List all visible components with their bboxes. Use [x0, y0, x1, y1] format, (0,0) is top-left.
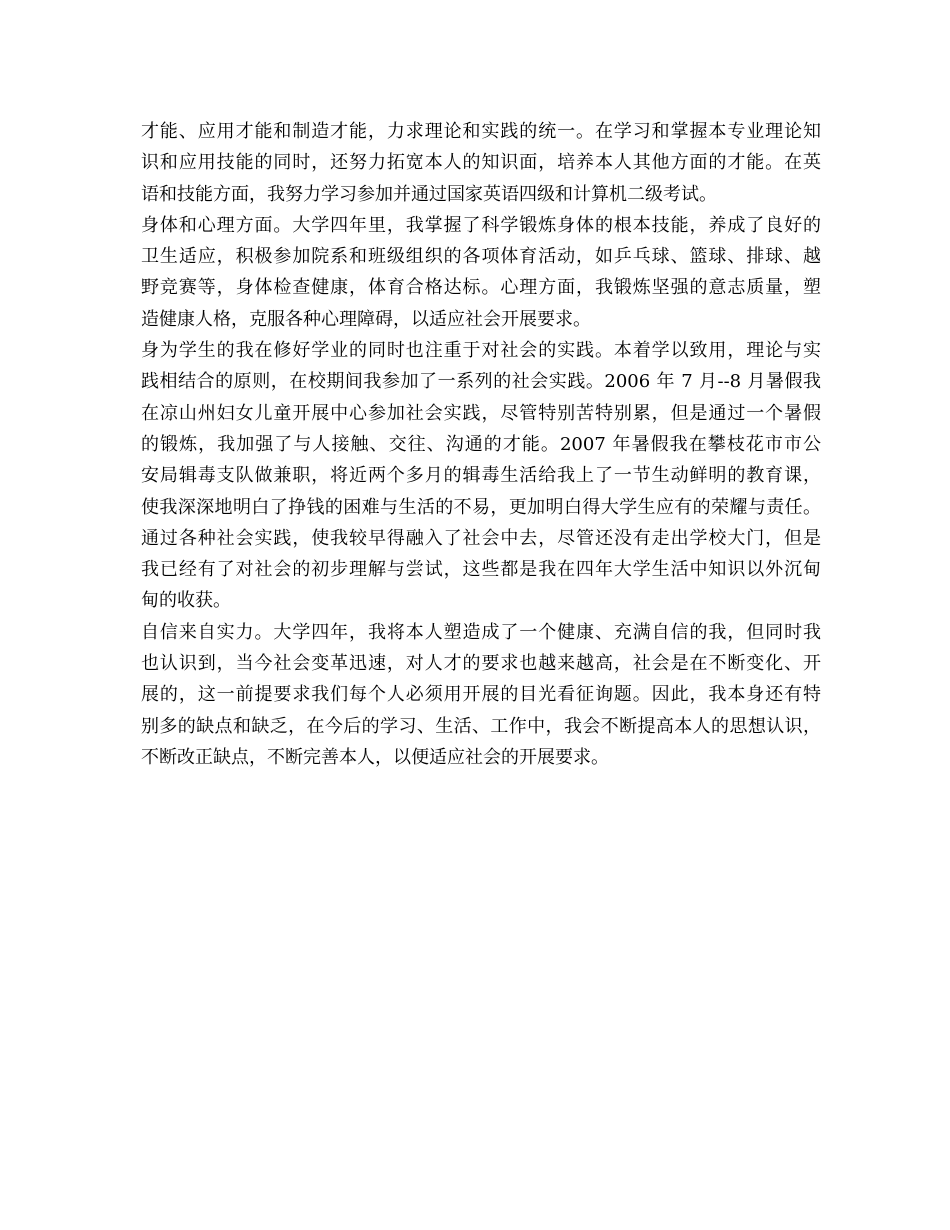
text-line: 的锻炼，我加强了与人接触、交往、沟通的才能。2007 年暑假我在攀枝花市市公 — [141, 433, 821, 455]
text-line: 才能、应用才能和制造才能，力求理论和实践的统一。在学习和掌握本专业理论知 — [141, 121, 821, 142]
text-line: 使我深深地明白了挣钱的困难与生活的不易，更加明白得大学生应有的荣耀与责任。 — [141, 496, 821, 518]
text-line: 语和技能方面，我努力学习参加并通过国家英语四级和计算机二级考试。 — [141, 183, 717, 205]
text-line: 也认识到，当今社会变革迅速，对人才的要求也越来越高，社会是在不断变化、开 — [141, 653, 821, 675]
text-line: 造健康人格，克服各种心理障碍，以适应社会开展要求。 — [141, 308, 591, 330]
document-body — [141, 116, 821, 773]
text-line: 践相结合的原则，在校期间我参加了一系列的社会实践。2006 年 7 月--8 月暑假我 — [141, 371, 821, 393]
text-line: 自信来自实力。大学四年，我将本人塑造成了一个健康、充满自信的我，但同时我 — [141, 621, 821, 643]
text-line: 识和应用技能的同时，还努力拓宽本人的知识面，培养本人其他方面的才能。在英 — [141, 152, 821, 174]
text-line: 卫生适应，积极参加院系和班级组织的各项体育活动，如乒乓球、篮球、排球、越 — [141, 246, 821, 268]
text-line: 身为学生的我在修好学业的同时也注重于对社会的实践。本着学以致用，理论与实 — [141, 340, 821, 362]
text-line: 甸的收获。 — [141, 590, 231, 612]
text-line: 我已经有了对社会的初步理解与尝试，这些都是我在四年大学生活中知识以外沉甸 — [141, 559, 821, 581]
text-line: 别多的缺点和缺乏，在今后的学习、生活、工作中，我会不断提高本人的思想认识， — [141, 715, 821, 737]
text-line: 展的，这一前提要求我们每个人必须用开展的目光看征询题。因此，我本身还有特 — [141, 684, 821, 706]
text-line: 通过各种社会实践，使我较早得融入了社会中去，尽管还没有走出学校大门，但是 — [141, 527, 821, 549]
text-line: 安局辑毒支队做兼职，将近两个多月的辑毒生活给我上了一节生动鲜明的教育课， — [141, 465, 821, 487]
text-line: 在凉山州妇女儿童开展中心参加社会实践，尽管特别苦特别累，但是通过一个暑假 — [141, 402, 821, 424]
text-line: 身体和心理方面。大学四年里，我掌握了科学锻炼身体的根本技能，养成了良好的 — [141, 214, 821, 236]
text-line: 不断改正缺点，不断完善本人，以便适应社会的开展要求。 — [141, 746, 609, 768]
text-line: 野竞赛等，身体检查健康，体育合格达标。心理方面，我锻炼坚强的意志质量，塑 — [141, 277, 821, 299]
